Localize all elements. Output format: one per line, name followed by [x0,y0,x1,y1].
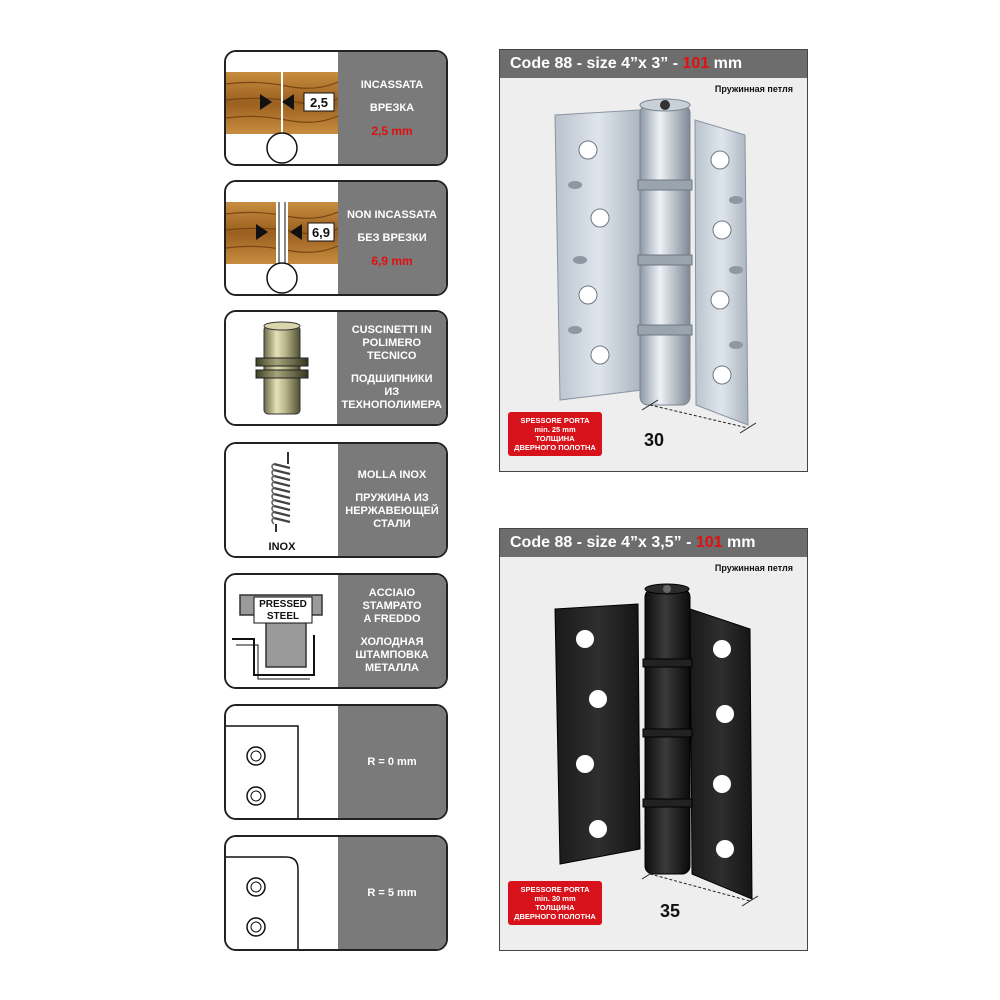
product-panel-black [499,528,808,951]
spring-icon [226,444,338,556]
feature-spring [224,442,448,558]
non-recessed-text [338,182,446,294]
bearings-label-it-1: CUSCINETTI IN [351,324,432,336]
bearings-text [337,312,446,424]
recessed-label-ru: ВРЕЗКА [369,101,415,114]
bearings-icon [226,312,337,424]
pressed-label-it-2: STAMPATO [362,600,422,612]
product-subtitle: Пружинная петля [714,563,793,573]
radius-0-label: R = 0 mm [367,755,417,768]
dimension-label: 30 [644,430,665,450]
feature-non-recessed [224,180,448,296]
bearings-label-it-2: POLIMERO [362,337,422,349]
radius-5-text [338,837,446,949]
recessed-text [338,52,446,164]
spring-text [338,444,446,556]
radius-5-label: R = 5 mm [367,886,417,899]
recessed-icon-value: 2,5 [309,95,329,110]
pressed-label-ru-2: ШТАМПОВКА МЕТАЛЛА [355,649,429,674]
pressed-icon-label-1: PRESSED [259,599,307,610]
bearings-label-ru-1: ПОДШИПНИКИ [350,373,433,385]
non-recessed-label-ru: БЕЗ ВРЕЗКИ [357,231,427,244]
spring-label-ru-1: ПРУЖИНА ИЗ [355,492,429,504]
pressed-label-it-1: ACCIAIO [368,587,416,599]
non-recessed-label-it: NON INCASSATA [346,208,438,221]
feature-pressed-steel [224,573,448,689]
pressed-steel-icon [226,575,338,687]
bearings-label-it-3: TECNICO [366,350,417,362]
bearings-label-ru-2: ИЗ ТЕХНОПОЛИМЕРА [341,386,443,411]
radius-0-text [338,706,446,818]
recessed-label-it: INCASSATA [360,78,424,91]
spring-label-ru-2: НЕРЖАВЕЮЩЕЙ [345,505,439,517]
product-panel-silver [499,49,808,472]
silver-hinge-image [500,50,809,473]
feature-radius-0 [224,704,448,820]
spring-icon-label: INOX [268,541,296,553]
recessed-diagram [226,52,338,164]
non-recessed-value: 6,9 mm [371,253,413,268]
product-title: Code 88 - size 4”x 3,5” - 101 mm [500,529,807,557]
non-recessed-diagram [226,182,338,294]
pressed-label-ru-1: ХОЛОДНАЯ [360,636,424,648]
feature-radius-5 [224,835,448,951]
pressed-label-it-3: A FREDDO [363,613,421,625]
non-recessed-icon-value: 6,9 [311,225,331,240]
door-thickness-badge: SPESSORE PORTA min. 30 mm ТОЛЩИНА ДВЕРНОГО ПОЛОТНА [508,881,602,925]
pressed-icon-label-2: STEEL [266,611,300,622]
dimension-label: 35 [660,901,681,921]
radius-5-diagram [226,837,338,949]
pressed-steel-text [338,575,446,687]
radius-0-diagram [226,706,338,818]
feature-recessed [224,50,448,166]
recessed-value: 2,5 mm [371,123,413,138]
spring-label-it: MOLLA INOX [357,469,427,481]
door-thickness-badge: SPESSORE PORTA min. 25 mm ТОЛЩИНА ДВЕРНОГО ПОЛОТНА [508,412,602,456]
spring-label-ru-3: СТАЛИ [373,518,411,530]
feature-bearings [224,310,448,426]
product-subtitle: Пружинная петля [714,84,793,94]
product-title: Code 88 - size 4”x 3” - 101 mm [500,50,807,78]
